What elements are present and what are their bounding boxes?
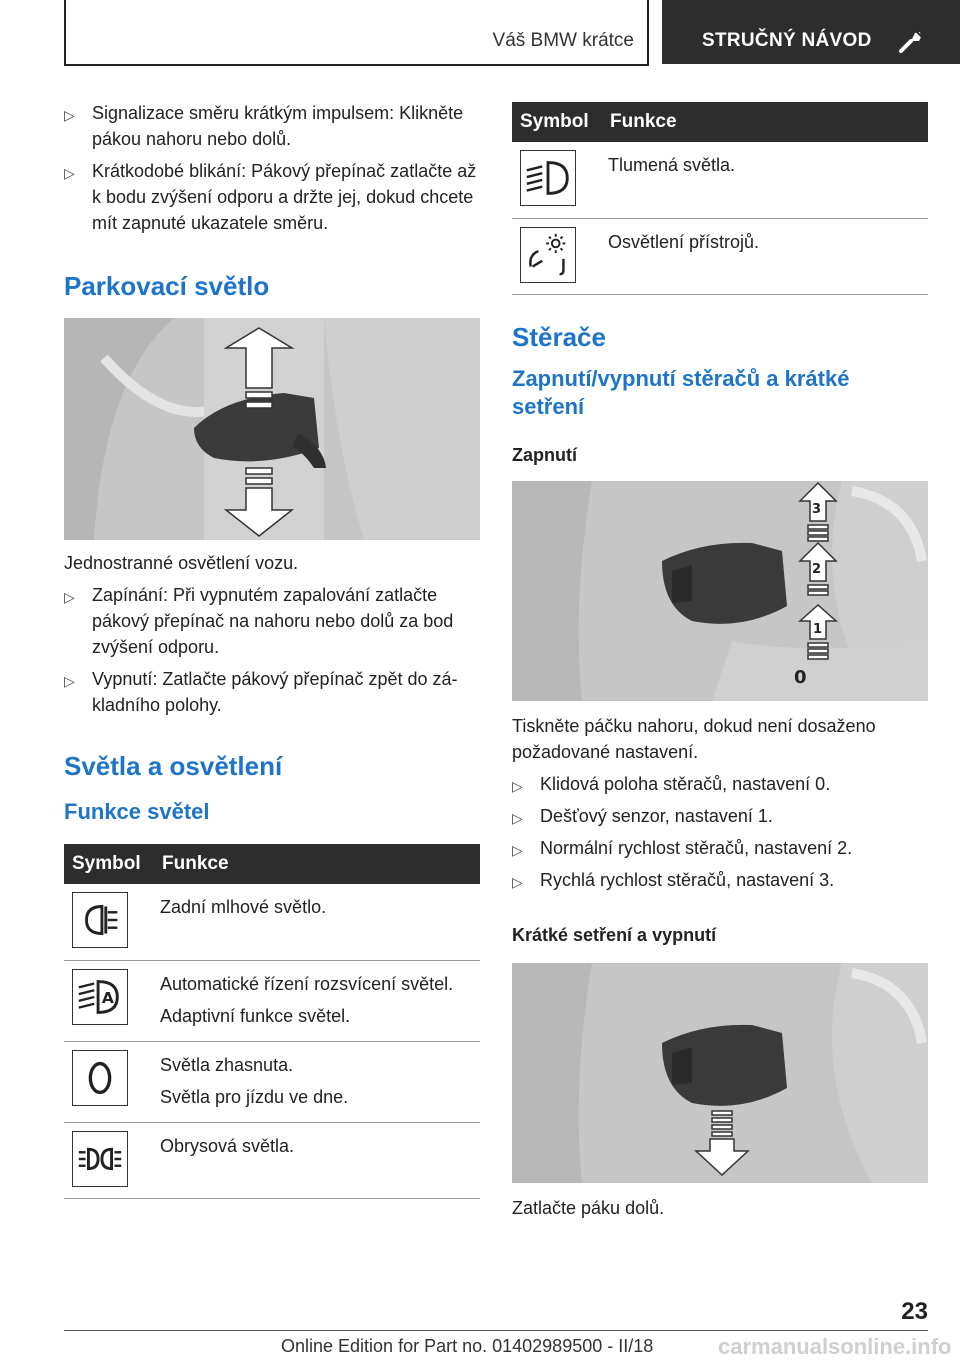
table-row: Tlumená světla. — [512, 142, 928, 218]
short-wipe-heading: Krátké setření a vypnutí — [512, 924, 717, 945]
list-item: ▷ Normální rychlost stěračů, nastavení 2. — [512, 835, 928, 861]
wiper-position-2: 2 — [812, 561, 822, 577]
wiper-position-1: 1 — [813, 621, 823, 637]
list-item: ▷ Krátkodobé blikání: Pákový přepínač zatlačte až k bodu zvýšení odporu a držte jej, dokud chcete mít zapnuté ukazatele směru. — [64, 161, 477, 233]
table-row: Zadní mlhové světlo. — [64, 884, 480, 960]
triangle-bullet-icon: ▷ — [64, 107, 75, 123]
auto-headlight-icon — [72, 969, 128, 1025]
column-header-function: Funkce — [154, 844, 480, 884]
parking-light-heading: Parkovací světlo — [64, 271, 270, 301]
table-header-row — [512, 102, 928, 142]
parking-lights-icon — [72, 1131, 128, 1187]
rear-fog-light-icon — [72, 892, 128, 948]
parking-light-bullets — [64, 582, 480, 718]
header-rule-divider — [647, 0, 649, 66]
footer-rule — [64, 1330, 928, 1331]
right-column — [512, 102, 928, 1221]
table-row: A Automatické řízení rozsvícení světel. Adaptivní funkce světel. — [64, 960, 480, 1041]
instrument-lighting-icon — [520, 227, 576, 283]
edition-info: Online Edition for Part no. 01402989500 - II/18 — [281, 1336, 654, 1356]
low-beam-icon — [520, 150, 576, 206]
wiper-position-0: 0 — [794, 666, 807, 688]
wiper-lever-down-illustration — [512, 963, 928, 1183]
list-item: ▷ Zapínání: Při vypnutém zapalování zatlačte pákový přepínač na nahoru nebo dolů za bod zvýšení odporu. — [64, 585, 454, 657]
page-number: 23 — [901, 1298, 928, 1325]
table-header-row — [64, 844, 480, 884]
wipers-subheading: Zapnutí/vypnutí stěračů a krátké setření — [512, 365, 850, 419]
parking-light-photo — [64, 318, 480, 540]
triangle-bullet-icon: ▷ — [512, 873, 523, 890]
light-functions-heading: Funkce světel — [64, 799, 210, 824]
header-rule-left — [64, 0, 66, 66]
wiper-position-3: 3 — [812, 501, 822, 517]
triangle-bullet-icon: ▷ — [64, 673, 75, 689]
column-header-function: Funkce — [602, 102, 928, 142]
wiper-off-photo — [512, 963, 928, 1183]
triangle-bullet-icon: ▷ — [512, 841, 523, 858]
table-row: Osvětlení přístrojů. — [512, 218, 928, 294]
light-symbols-table-continued — [512, 102, 928, 295]
switch-on-heading: Zapnutí — [512, 444, 577, 465]
header-rule-bottom — [64, 64, 648, 66]
wiper-on-photo — [512, 481, 928, 701]
header-chapter-tab[interactable] — [662, 0, 960, 64]
svg-text:A: A — [101, 988, 114, 1007]
list-item: ▷ Rychlá rychlost stěračů, nastavení 3. — [512, 867, 928, 893]
triangle-bullet-icon: ▷ — [64, 589, 75, 605]
lights-off-icon — [72, 1050, 128, 1106]
left-column — [64, 100, 480, 1199]
turn-signal-bullets — [64, 100, 480, 236]
list-item: ▷ Signalizace směru krátkým impulsem: Klikněte pákou nahoru nebo dolů. — [64, 103, 464, 149]
switch-on-caption: Tiskněte páčku nahoru, dokud není dosaženo požadované nastavení. — [512, 715, 876, 762]
list-item: ▷ Klidová poloha stěračů, nastavení 0. — [512, 771, 928, 797]
parking-light-caption: Jednostranné osvětlení vozu. — [64, 553, 299, 573]
triangle-bullet-icon: ▷ — [512, 809, 523, 826]
triangle-bullet-icon: ▷ — [512, 777, 523, 794]
light-symbols-table — [64, 844, 480, 1199]
short-wipe-caption: Zatlačte páku dolů. — [512, 1197, 665, 1218]
watermark: carmanualsonline.info — [718, 1334, 952, 1359]
lights-heading: Světla a osvětlení — [64, 751, 283, 781]
table-row: Světla zhasnuta. Světla pro jízdu ve dne. — [64, 1041, 480, 1122]
header-section-label: Váš BMW krátce — [492, 30, 634, 51]
wiper-lever-up-illustration — [512, 481, 928, 701]
wipers-heading: Stěrače — [512, 321, 606, 352]
column-header-symbol: Symbol — [64, 844, 154, 884]
wrench-icon — [898, 28, 924, 54]
list-item: ▷ Dešťový senzor, nastavení 1. — [512, 803, 928, 829]
triangle-bullet-icon: ▷ — [64, 165, 75, 181]
parking-lever-illustration — [64, 318, 480, 540]
column-header-symbol: Symbol — [512, 102, 602, 142]
header-chapter-label: STRUČNÝ NÁVOD — [702, 30, 872, 51]
list-item: ▷ Vypnutí: Zatlačte pákový přepínač zpět do základního polohy. — [64, 669, 458, 715]
table-row: Obrysová světla. — [64, 1122, 480, 1198]
wiper-settings-bullets — [512, 771, 928, 893]
